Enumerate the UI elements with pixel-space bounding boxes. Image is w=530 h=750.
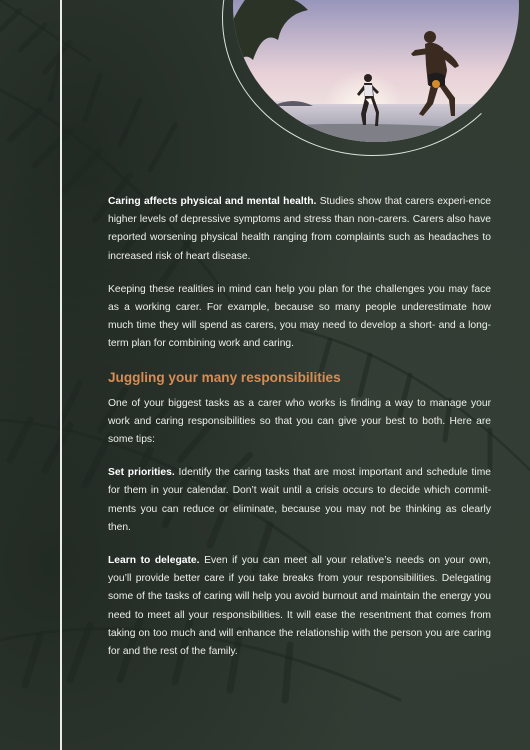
paragraph-health xyxy=(108,193,491,266)
lead-delegate: Learn to delegate. xyxy=(108,555,200,567)
paragraph-priorities xyxy=(108,464,491,537)
body-health: Studies show that carers experi-ence higher levels of depressive symptoms and stress than non-carers. Carers also have reported worsening physical health ranging from complaints such as headaches to increased risk of heart disease. xyxy=(108,196,491,262)
lead-priorities: Set priorities. xyxy=(108,467,175,479)
paragraph-delegate xyxy=(108,552,491,661)
paragraph-intro xyxy=(108,395,491,450)
vertical-rule xyxy=(60,0,62,750)
lead-health: Caring affects physical and mental health. xyxy=(108,196,317,207)
body-intro: One of your biggest tasks as a carer who works is finding a way to manage your work and caring responsibilities so that you can give your best to both. Here are some tips: xyxy=(108,397,491,446)
section-heading: Juggling your many responsibilities xyxy=(108,369,341,385)
article-body xyxy=(108,193,491,676)
body-delegate: Even if you can meet all your relative’s needs on your own, you’ll provide better care if you take breaks from your responsibilities. Delegating some of the tasks of caring will help you avoid burnout and maintain the energy you need to meet all your responsibilities. It will ease the resentment that comes from taking on too much and will enhance the relationship with the person you are caring for and the rest of the family. xyxy=(108,555,491,658)
body-planning: Keeping these realities in mind can help you plan for the challenges you may face as a working carer. For example, because so many people underestimate how much time they will spend as carers, you may need to develop a short- and a long-term plan for combining work and caring. xyxy=(108,283,491,350)
body-priorities: Identify the caring tasks that are most important and schedule time for them in your calendar. Don’t wait until a crisis occurs to decide which commit-ments you can reduce or eliminate, because you may not be thinking as clearly then. xyxy=(108,467,492,533)
paragraph-planning xyxy=(108,281,491,354)
